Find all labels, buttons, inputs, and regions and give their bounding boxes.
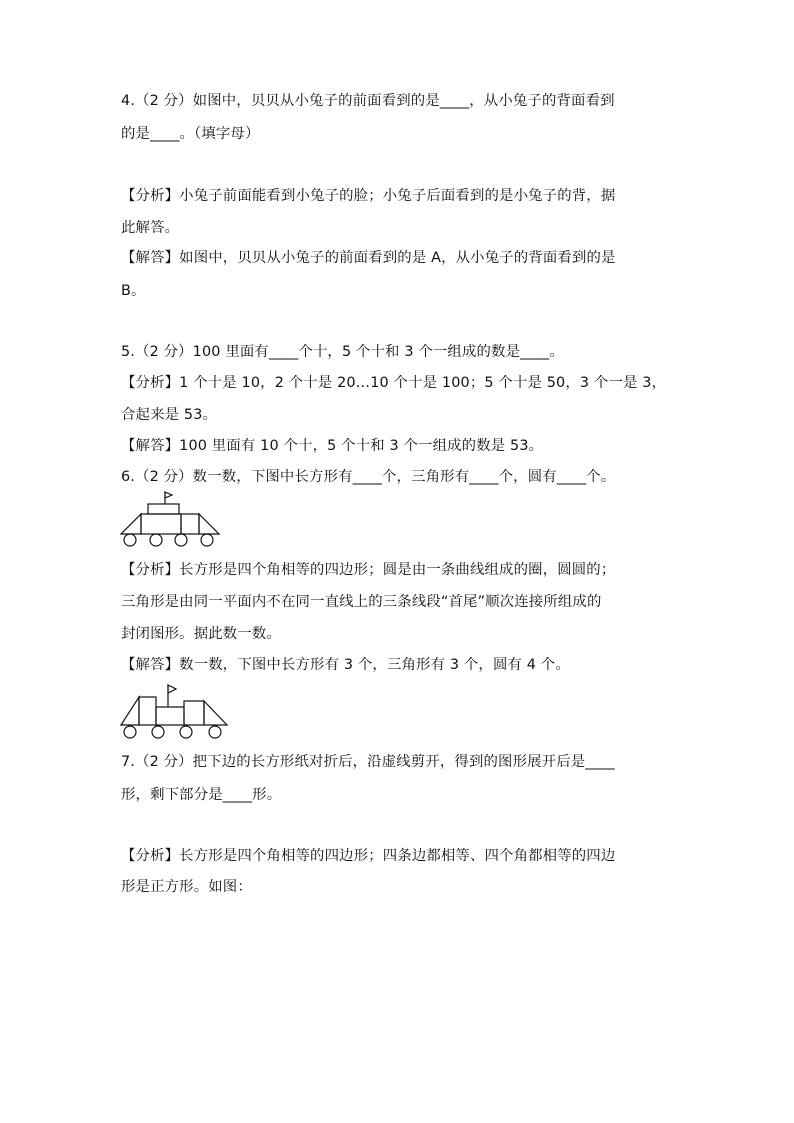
wheel-circle xyxy=(150,534,162,546)
train-front-triangle xyxy=(121,697,139,725)
q5-answer-line: 【解答】100 里面有 10 个十，5 个十和 3 个一组成的数是 53。 xyxy=(121,438,544,454)
train-back-triangle xyxy=(199,514,219,534)
wheel-circle xyxy=(175,534,187,546)
wheel-circle xyxy=(124,534,136,546)
q7-line-2: 形，剩下部分是____形。 xyxy=(121,787,282,803)
q5-analysis-line-1: 【分析】1 个十是 10，2 个十是 20…10 个十是 100；5 个十是 50，3 个一是 3， xyxy=(121,375,667,391)
q4-answer-line-1: 【解答】如图中，贝贝从小兔子的前面看到的是 A，从小兔子的背面看到的是 xyxy=(121,250,616,266)
q6-analysis-line-3: 封闭图形。据此数一数。 xyxy=(121,626,281,642)
q5-analysis-line-2: 合起来是 53。 xyxy=(121,407,218,423)
q7-analysis-line-2: 形是正方形。如图： xyxy=(121,879,252,895)
train-figure-question xyxy=(121,496,221,550)
q4-analysis-line-2: 此解答。 xyxy=(121,220,180,236)
q6-line: 6.（2 分）数一数，下图中长方形有____个，三角形有____个，圆有____个。 xyxy=(121,469,616,485)
q6-answer-line: 【解答】数一数，下图中长方形有 3 个，三角形有 3 个，圆有 4 个。 xyxy=(121,657,570,673)
q6-analysis-line-1: 【分析】长方形是四个角相等的四边形；圆是由一条曲线组成的圈，圆圆的； xyxy=(121,562,616,578)
wheel-circle xyxy=(152,726,164,738)
wheel-circle xyxy=(180,726,192,738)
train-body-left-rect xyxy=(141,514,181,534)
q4-answer-line-2: B。 xyxy=(121,283,146,299)
train-cabin-rect xyxy=(156,707,184,725)
train-cabin-rect xyxy=(148,504,179,514)
flag-triangle xyxy=(165,492,172,498)
wheel-circle xyxy=(124,726,136,738)
q7-analysis-line-1: 【分析】长方形是四个角相等的四边形；四条边都相等、四个角都相等的四边 xyxy=(121,848,616,864)
q5-line: 5.（2 分）100 里面有____个十，5 个十和 3 个一组成的数是____。 xyxy=(121,344,565,360)
train-body-right-rect xyxy=(184,701,204,725)
flag-triangle xyxy=(168,685,176,693)
train-body-left-rect xyxy=(139,697,156,725)
q4-line-1: 4.（2 分）如图中，贝贝从小兔子的前面看到的是____，从小兔子的背面看到 xyxy=(121,93,615,109)
q4-analysis-line-1: 【分析】小兔子前面能看到小兔子的脸；小兔子后面看到的是小兔子的背，据 xyxy=(121,188,616,204)
q4-line-2: 的是____。（填字母） xyxy=(121,126,260,142)
train-back-triangle xyxy=(204,701,227,725)
train-front-triangle xyxy=(121,514,141,534)
train-figure-answer xyxy=(121,687,231,743)
wheel-circle xyxy=(201,534,213,546)
q6-analysis-line-2: 三角形是由同一平面内不在同一直线上的三条线段“首尾”顺次连接所组成的 xyxy=(121,594,602,610)
train-body-right-rect xyxy=(181,514,199,534)
wheel-circle xyxy=(209,726,221,738)
q7-line-1: 7.（2 分）把下边的长方形纸对折后，沿虚线剪开，得到的图形展开后是____ xyxy=(121,754,615,770)
